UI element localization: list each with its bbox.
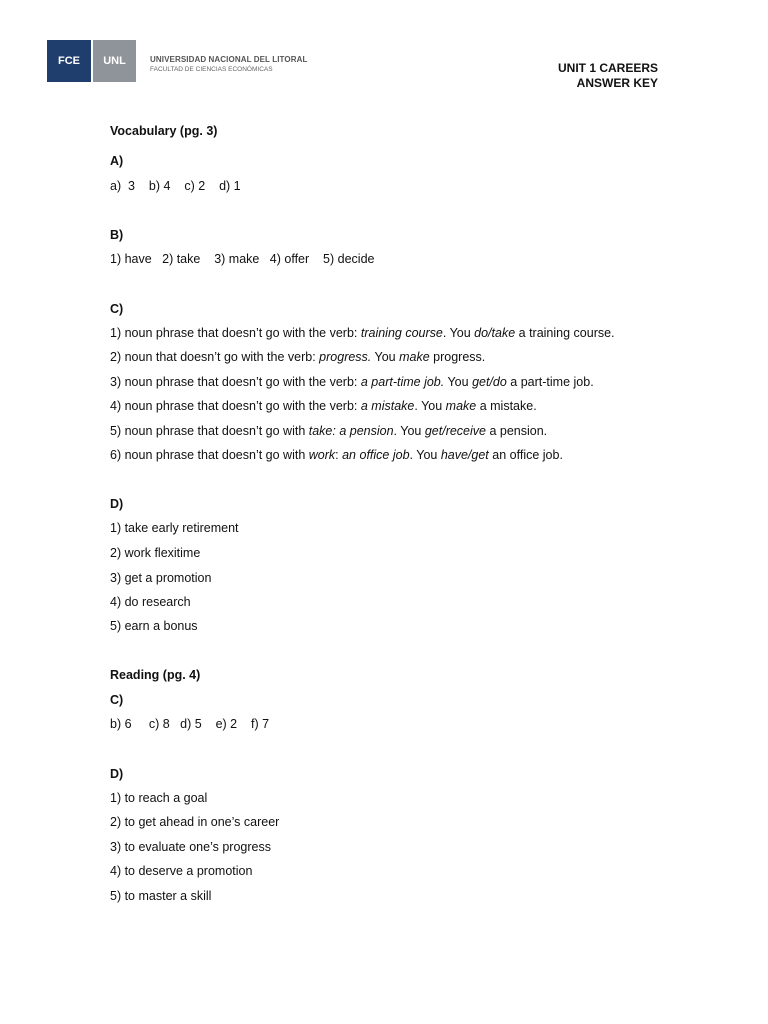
item-italic: a part-time job.	[360, 375, 445, 389]
list-item: 2) work flexitime	[110, 546, 201, 560]
item-text: . You	[393, 424, 425, 438]
item-text: 6) noun phrase that doesn’t go with	[110, 448, 309, 462]
item-italic: have/get	[440, 448, 489, 462]
item-italic: make	[399, 350, 430, 364]
university-name: UNIVERSIDAD NACIONAL DEL LITORAL	[150, 55, 308, 64]
vocab-section-a-answers: a) 3 b) 4 c) 2 d) 1	[110, 179, 241, 193]
item-italic: training course	[360, 326, 443, 340]
item-text: 2) noun that doesn’t go with the verb:	[110, 350, 320, 364]
reading-section-c-answers: b) 6 c) 8 d) 5 e) 2 f) 7	[110, 717, 270, 731]
item-text: 3) noun phrase that doesn’t go with the verb:	[110, 375, 361, 389]
unl-logo: UNL	[93, 40, 136, 82]
item-italic: an office job	[342, 448, 410, 462]
item-text: a mistake.	[476, 399, 537, 413]
list-item: 1) take early retirement	[110, 521, 239, 535]
item-text: 5) noun phrase that doesn’t go with	[110, 424, 309, 438]
vocab-c-item	[110, 375, 594, 389]
item-text: 4) noun phrase that doesn’t go with the verb:	[110, 399, 361, 413]
title-line-2: ANSWER KEY	[576, 76, 658, 90]
item-text: You	[371, 350, 400, 364]
list-item: 3) to evaluate one’s progress	[110, 840, 271, 854]
item-text: 1) noun phrase that doesn’t go with the verb:	[110, 326, 361, 340]
reading-section-d-label: D)	[110, 767, 124, 781]
item-italic: get/receive	[424, 424, 486, 438]
vocab-section-b-answers: 1) have 2) take 3) make 4) offer 5) decide	[110, 252, 375, 266]
list-item: 2) to get ahead in one’s career	[110, 815, 280, 829]
list-item: 5) to master a skill	[110, 889, 212, 903]
list-item: 1) to reach a goal	[110, 791, 208, 805]
item-text: an office job.	[488, 448, 563, 462]
vocab-c-item	[110, 350, 485, 364]
item-text: . You	[409, 448, 441, 462]
title-line-1: UNIT 1 CAREERS	[557, 61, 658, 75]
item-italic: work	[308, 448, 336, 462]
item-text: a pension.	[486, 424, 548, 438]
vocab-c-item	[110, 448, 563, 462]
item-italic: make	[445, 399, 477, 413]
item-text: . You	[414, 399, 446, 413]
faculty-name: FACULTAD DE CIENCIAS ECONÓMICAS	[150, 66, 273, 73]
item-text: :	[335, 448, 343, 462]
item-text: . You	[442, 326, 475, 340]
list-item: 3) get a promotion	[110, 571, 212, 585]
reading-section-c-label: C)	[110, 693, 124, 707]
vocab-section-d-label: D)	[110, 497, 124, 511]
vocab-section-c-label: C)	[110, 302, 124, 316]
item-text: You	[444, 375, 473, 389]
vocab-c-item	[110, 326, 615, 340]
item-italic: take: a pension	[308, 424, 394, 438]
list-item: 5) earn a bonus	[110, 619, 198, 633]
item-text: progress.	[429, 350, 486, 364]
list-item: 4) to deserve a promotion	[110, 864, 253, 878]
vocab-section-b-label: B)	[110, 228, 124, 242]
item-text: a part-time job.	[506, 375, 594, 389]
list-item: 4) do research	[110, 595, 191, 609]
item-italic: progress.	[319, 350, 372, 364]
vocab-c-item	[110, 424, 547, 438]
reading-heading: Reading (pg. 4)	[110, 668, 201, 682]
vocab-section-a-label: A)	[110, 154, 124, 168]
fce-logo: FCE	[47, 40, 91, 82]
vocabulary-heading: Vocabulary (pg. 3)	[110, 124, 218, 138]
item-italic: do/take	[474, 326, 516, 340]
vocab-c-item	[110, 399, 537, 413]
item-italic: get/do	[472, 375, 507, 389]
item-text: a training course.	[515, 326, 615, 340]
item-italic: a mistake	[360, 399, 415, 413]
document-title	[558, 61, 658, 91]
